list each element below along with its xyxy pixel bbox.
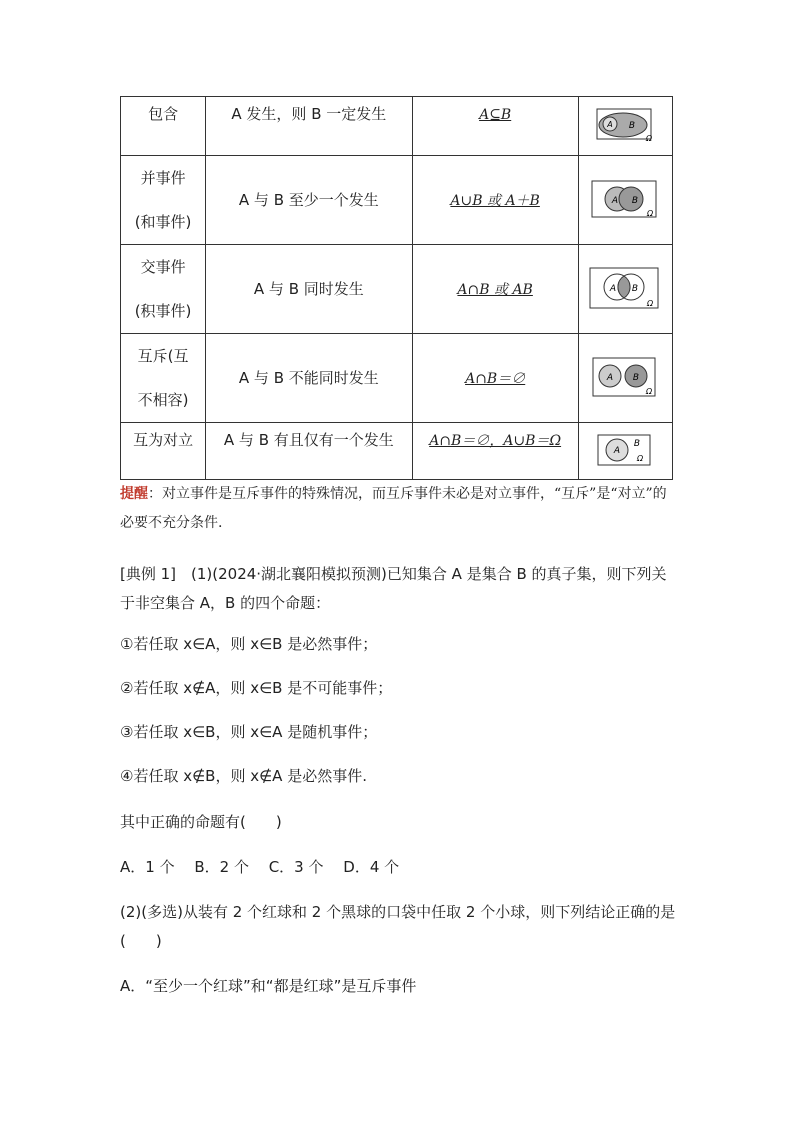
table-row <box>121 156 673 245</box>
relation-symbol: A⊆B <box>479 107 512 123</box>
set-b-label: B <box>629 121 636 131</box>
answer-options: A．1 个 B．2 个 C．3 个 D．4 个 <box>120 858 400 876</box>
relation-name: 互为对立 <box>121 423 206 480</box>
venn-union-diagram <box>591 180 659 220</box>
remark-text: ：对立事件是互斥事件的特殊情况，而互斥事件未必是对立事件，“互斥”是“对立”的必要不充分条件. <box>120 486 667 531</box>
venn-complement-figure <box>578 423 672 480</box>
relation-name-line2: (和事件) <box>134 213 192 231</box>
table-row <box>121 423 673 480</box>
relation-name-line1: 互斥(互 <box>137 347 189 365</box>
set-b-label: B <box>632 284 639 294</box>
set-a-label: A <box>607 120 614 129</box>
relation-name <box>121 334 206 423</box>
part2-question: (2)(多选)从装有 2 个红球和 2 个黑球的口袋中任取 2 个小球，则下列结论正确的是( ) <box>120 903 676 950</box>
venn-complement-diagram <box>597 434 653 468</box>
omega-label: Ω <box>646 134 653 143</box>
relation-description: A 与 B 不能同时发生 <box>206 334 412 423</box>
set-b-label: B <box>633 373 640 383</box>
event-relations-table <box>120 96 673 480</box>
proposition-1: ①若任取 x∈A，则 x∈B 是必然事件； <box>120 635 378 653</box>
relation-name <box>121 245 206 334</box>
venn-inclusion-figure <box>578 97 672 156</box>
relation-symbol: A∩B 或 AB <box>457 281 533 298</box>
omega-label: Ω <box>647 209 654 218</box>
proposition-3: ③若任取 x∈B，则 x∈A 是随机事件； <box>120 723 378 741</box>
relation-name-line2: (积事件) <box>134 302 192 320</box>
relation-name: 包含 <box>121 97 206 156</box>
part2-option-a: A．“至少一个红球”和“都是红球”是互斥事件 <box>120 977 417 995</box>
set-a-label: A <box>607 373 614 383</box>
venn-union-figure <box>578 156 672 245</box>
set-b-label: B <box>632 196 639 206</box>
proposition-4: ④若任取 x∉B，则 x∉A 是必然事件. <box>120 767 367 785</box>
relation-name-line1: 交事件 <box>140 258 186 276</box>
set-a-label: A <box>610 284 617 294</box>
set-a-label: A <box>614 446 621 456</box>
venn-exclusive-figure <box>578 334 672 423</box>
venn-intersection-figure <box>578 245 672 334</box>
example-intro: [典例 1] (1)(2024·湖北襄阳模拟预测)已知集合 A 是集合 B 的真子集，则下列关于非空集合 A，B 的四个命题： <box>120 565 667 612</box>
table-row <box>121 245 673 334</box>
relation-description: A 发生，则 B 一定发生 <box>206 97 412 156</box>
table-row <box>121 334 673 423</box>
table-row <box>121 97 673 156</box>
relation-symbol: A∩B＝∅ <box>465 370 526 387</box>
relation-symbol: A∩B＝∅，A∪B＝Ω <box>429 433 562 449</box>
relation-name-line2: 不相容) <box>137 391 189 409</box>
relation-name-line1: 并事件 <box>140 169 186 187</box>
remark-tag: 提醒 <box>120 486 148 502</box>
relation-symbol: A∪B 或 A＋B <box>450 192 540 209</box>
venn-intersection-diagram <box>589 267 661 311</box>
relation-name <box>121 156 206 245</box>
relation-description: A 与 B 同时发生 <box>206 245 412 334</box>
set-a-label: A <box>612 196 619 206</box>
question-text: 其中正确的命题有( ) <box>120 813 282 831</box>
venn-inclusion-diagram <box>596 108 654 144</box>
relation-description: A 与 B 有且仅有一个发生 <box>206 423 412 480</box>
venn-exclusive-diagram <box>592 357 658 399</box>
set-b-label: B <box>634 439 641 449</box>
remark-note <box>120 480 680 538</box>
proposition-2: ②若任取 x∉A，则 x∈B 是不可能事件； <box>120 679 393 697</box>
relation-description: A 与 B 至少一个发生 <box>206 156 412 245</box>
omega-label: Ω <box>647 299 654 308</box>
omega-label: Ω <box>637 454 644 463</box>
omega-label: Ω <box>646 387 653 396</box>
